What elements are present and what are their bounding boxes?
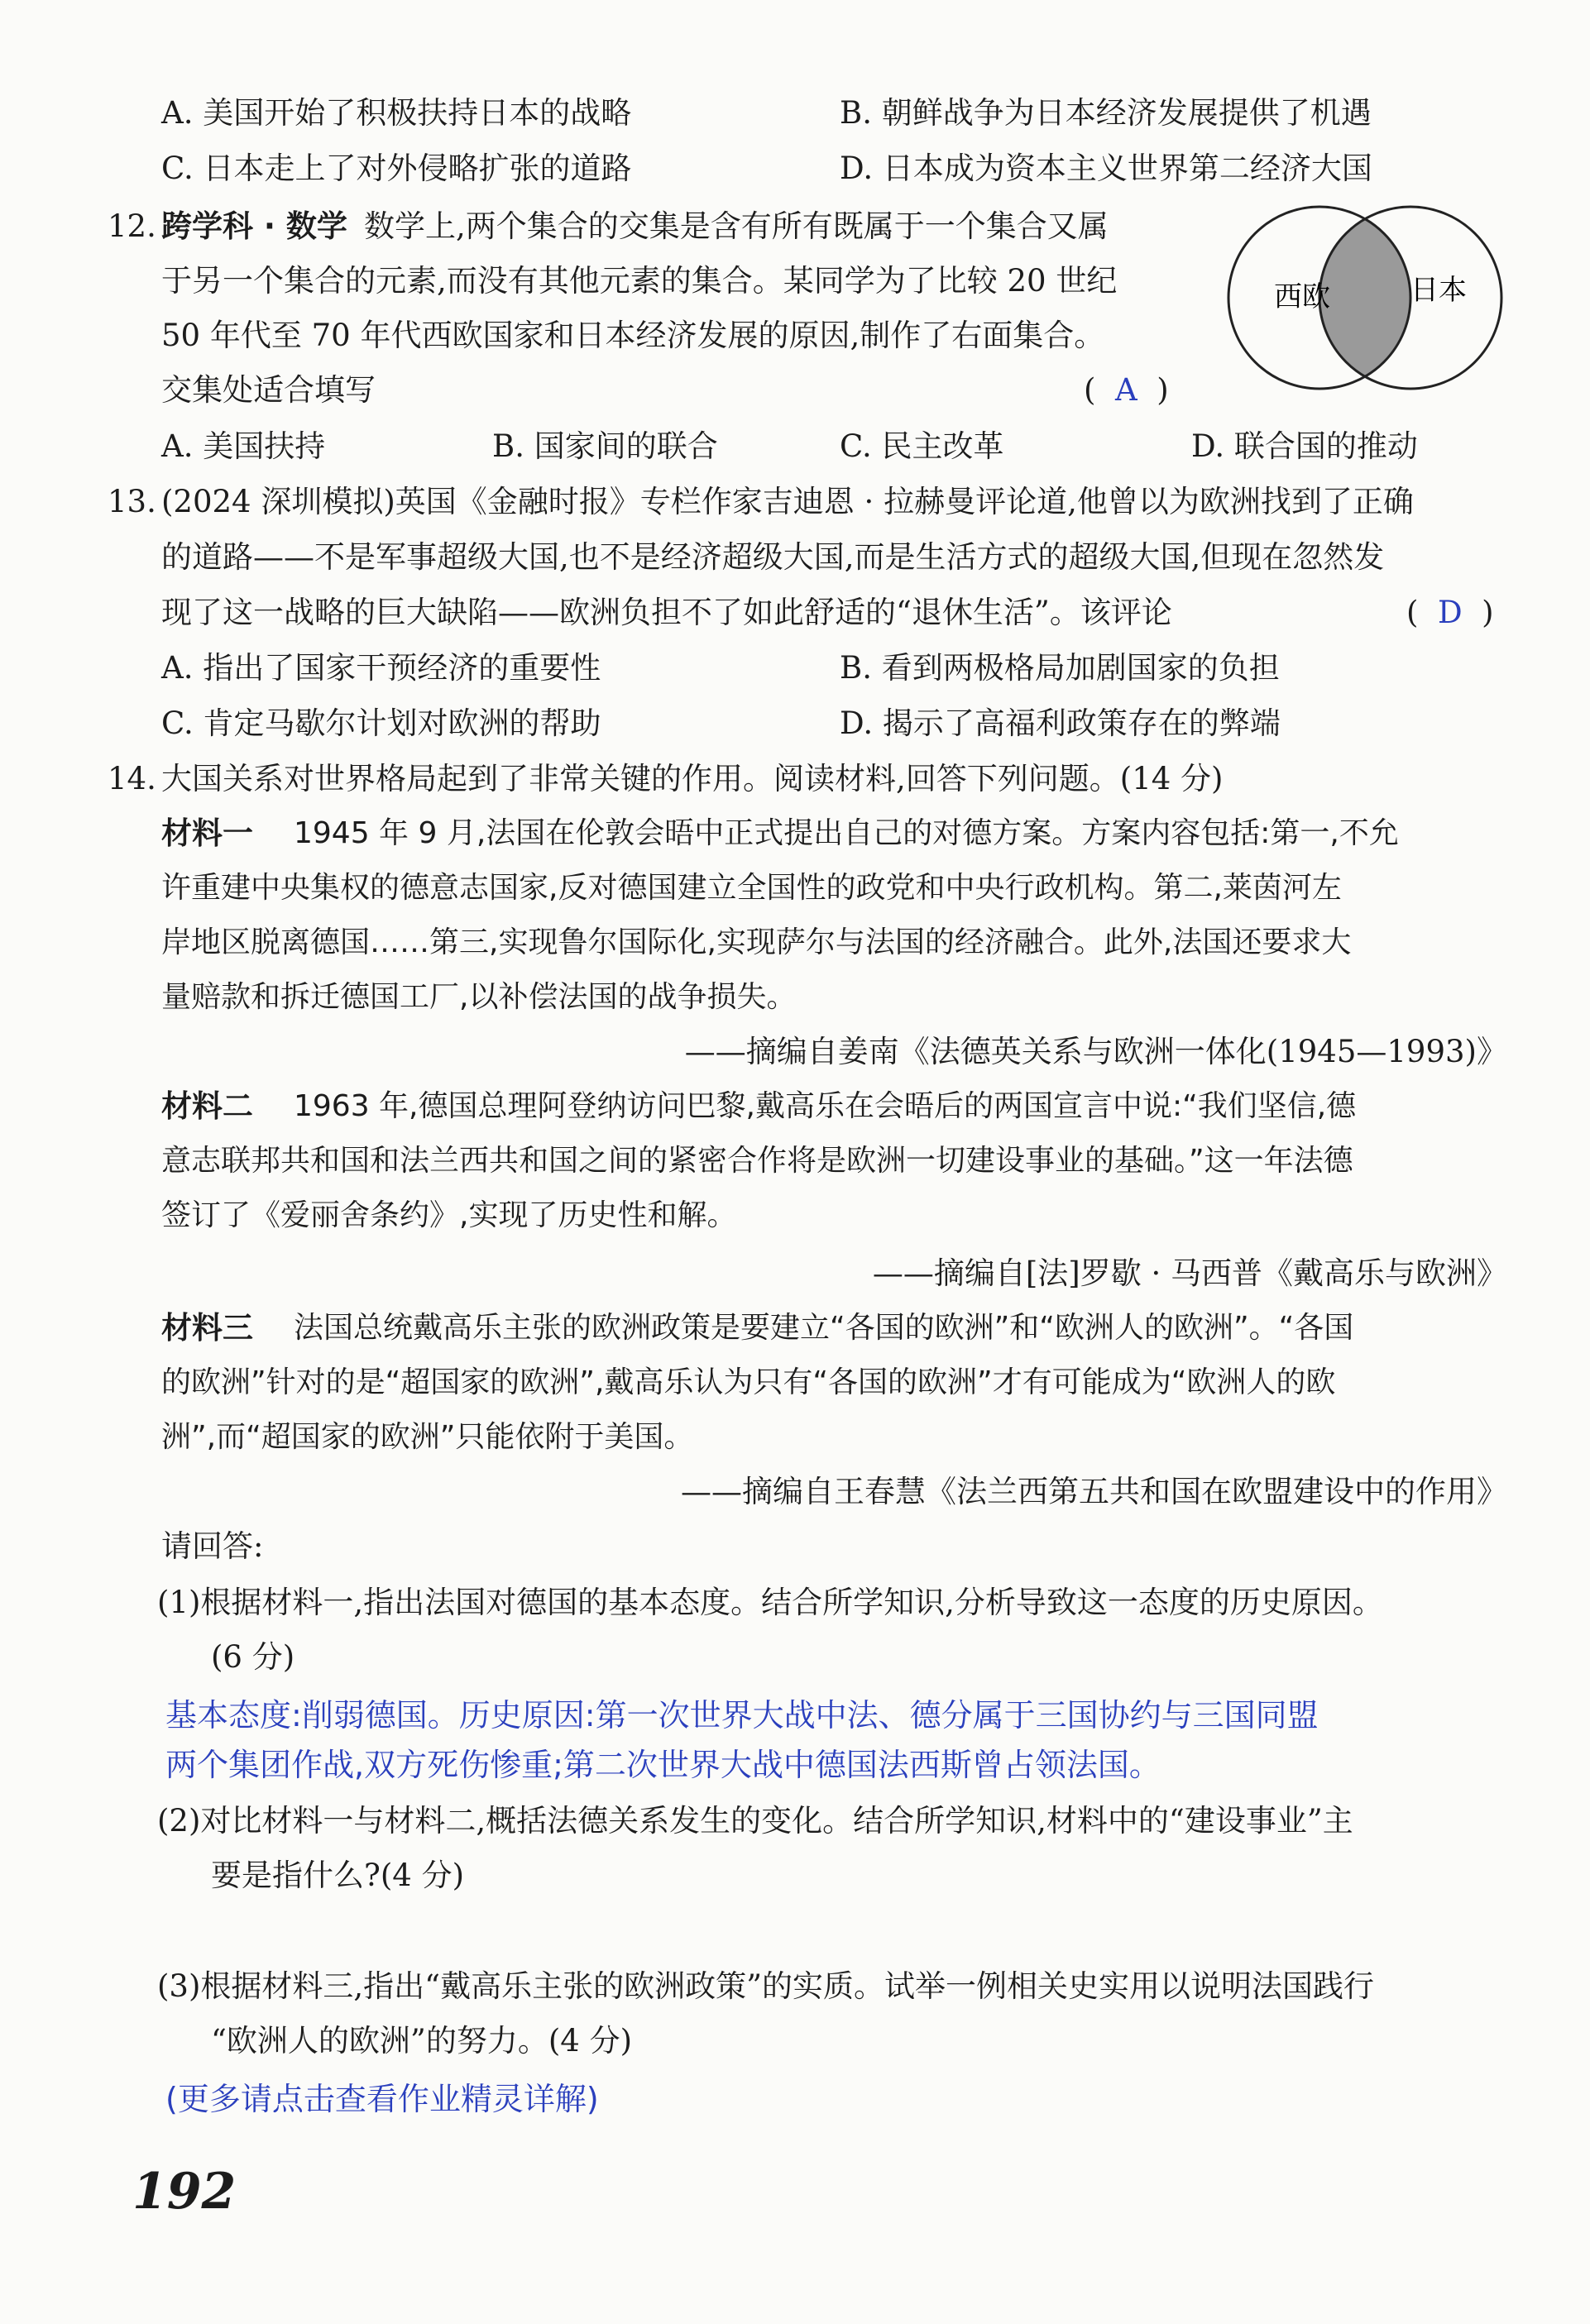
material1-line1: 1945 年 9 月,法国在伦敦会晤中正式提出自己的对德方案。方案内容包括:第一,不允: [294, 816, 1399, 850]
venn-label-right: 日本: [1410, 274, 1467, 307]
material2-line3: 签订了《爱丽舍条约》,实现了历史性和解。: [161, 1198, 737, 1232]
q13-number: 13.: [108, 484, 156, 519]
q13-option-a: A. 指出了国家干预经济的重要性: [161, 650, 601, 686]
page-number: 192: [132, 2163, 237, 2221]
q11-option-b: B. 朝鲜战争为日本经济发展提供了机遇: [840, 95, 1372, 131]
q12-option-d: D. 联合国的推动: [1191, 428, 1418, 464]
material3-line2: 的欧洲”针对的是“超国家的欧洲”,戴高乐认为只有“各国的欧洲”才有可能成为“欧洲人的欧: [161, 1365, 1336, 1399]
q12-option-b: B. 国家间的联合: [492, 428, 718, 464]
material1-line3: 岸地区脱离德国……第三,实现鲁尔国际化,实现萨尔与法国的经济融合。此外,法国还要求大: [161, 925, 1352, 959]
q12-number: 12.: [108, 208, 156, 244]
answer-prompt: 请回答:: [161, 1528, 264, 1564]
material1-line4: 量赔款和拆迁德国工厂,以补偿法国的战争损失。: [161, 980, 797, 1014]
q11-option-a: A. 美国开始了积极扶持日本的战略: [161, 95, 632, 131]
material2-source: ——摘编自[法]罗歇 · 马西普《戴高乐与欧洲》: [872, 1255, 1507, 1291]
q12-line2: 于另一个集合的元素,而没有其他元素的集合。某同学为了比较 20 世纪: [161, 263, 1118, 299]
q13-answer: D: [1437, 595, 1463, 630]
material3-source: ——摘编自王春慧《法兰西第五共和国在欧盟建设中的作用》: [681, 1474, 1507, 1509]
q11-option-c: C. 日本走上了对外侵略扩张的道路: [161, 151, 632, 186]
material3-label: 材料三: [161, 1310, 253, 1346]
q13-line1: (2024 深圳模拟)英国《金融时报》专栏作家吉迪恩 · 拉赫曼评论道,他曾以为欧洲找到了正确: [161, 484, 1414, 519]
material1-label: 材料一: [161, 815, 253, 851]
venn-diagram: [1208, 198, 1522, 397]
material1-line2: 许重建中央集权的德意志国家,反对德国建立全国性的政党和中央行政机构。第二,莱茵河左: [161, 871, 1342, 905]
subquestion-1-line2: (6 分): [211, 1639, 295, 1675]
more-details-link[interactable]: (更多请点击查看作业精灵详解): [165, 2081, 599, 2117]
subquestion-1-answer-line2: 两个集团作战,双方死伤惨重;第二次世界大战中德国法西斯曾占领法国。: [165, 1747, 1161, 1783]
q13-answer-paren: ( D ): [1406, 595, 1494, 630]
q12-line4: 交集处适合填写: [161, 372, 376, 408]
q12-option-a: A. 美国扶持: [161, 428, 326, 464]
subquestion-1-line1: (1)根据材料一,指出法国对德国的基本态度。结合所学知识,分析导致这一态度的历史原因。: [157, 1585, 1383, 1620]
q12-option-c: C. 民主改革: [840, 428, 1004, 464]
material2-line2: 意志联邦共和国和法兰西共和国之间的紧密合作将是欧洲一切建设事业的基础。”这一年法德: [161, 1144, 1353, 1178]
material3-line1: 法国总统戴高乐主张的欧洲政策是要建立“各国的欧洲”和“欧洲人的欧洲”。“各国: [294, 1311, 1354, 1345]
q12-line3: 50 年代至 70 年代西欧国家和日本经济发展的原因,制作了右面集合。: [161, 318, 1105, 353]
q12-line1: 数学上,两个集合的交集是含有所有既属于一个集合又属: [364, 208, 1109, 244]
q13-line2: 的道路——不是军事超级大国,也不是经济超级大国,而是生活方式的超级大国,但现在忽然发: [161, 539, 1385, 575]
subquestion-2-line2: 要是指什么?(4 分): [211, 1858, 465, 1893]
material2-label: 材料二: [161, 1088, 253, 1124]
venn-label-left: 西欧: [1274, 280, 1330, 313]
subquestion-3-line1: (3)根据材料三,指出“戴高乐主张的欧洲政策”的实质。试举一例相关史实用以说明法国践行: [157, 1968, 1375, 2004]
q12-answer: A: [1114, 372, 1137, 408]
material1-source: ——摘编自姜南《法德英关系与欧洲一体化(1945—1993)》: [684, 1034, 1507, 1069]
q14-stem: 大国关系对世界格局起到了非常关键的作用。阅读材料,回答下列问题。(14 分): [161, 761, 1224, 796]
subquestion-3-line2: “欧洲人的欧洲”的努力。(4 分): [211, 2023, 633, 2059]
q13-option-c: C. 肯定马歇尔计划对欧洲的帮助: [161, 705, 601, 741]
subquestion-1-answer-line1: 基本态度:削弱德国。历史原因:第一次世界大战中法、德分属于三国协约与三国同盟: [165, 1697, 1319, 1733]
q12-answer-paren: ( A ): [1084, 372, 1169, 408]
q13-option-b: B. 看到两极格局加剧国家的负担: [840, 650, 1280, 686]
material2-line1: 1963 年,德国总理阿登纳访问巴黎,戴高乐在会晤后的两国宣言中说:“我们坚信,德: [294, 1089, 1357, 1123]
q12-tag: 跨学科 · 数学: [161, 208, 347, 244]
q14-number: 14.: [108, 761, 156, 796]
material3-line3: 洲”,而“超国家的欧洲”只能依附于美国。: [161, 1420, 694, 1454]
q13-option-d: D. 揭示了高福利政策存在的弊端: [840, 705, 1281, 741]
q13-line3: 现了这一战略的巨大缺陷——欧洲负担不了如此舒适的“退休生活”。该评论: [161, 595, 1172, 630]
subquestion-2-line1: (2)对比材料一与材料二,概括法德关系发生的变化。结合所学知识,材料中的“建设事业”主: [157, 1803, 1353, 1839]
q11-option-d: D. 日本成为资本主义世界第二经济大国: [840, 151, 1372, 186]
